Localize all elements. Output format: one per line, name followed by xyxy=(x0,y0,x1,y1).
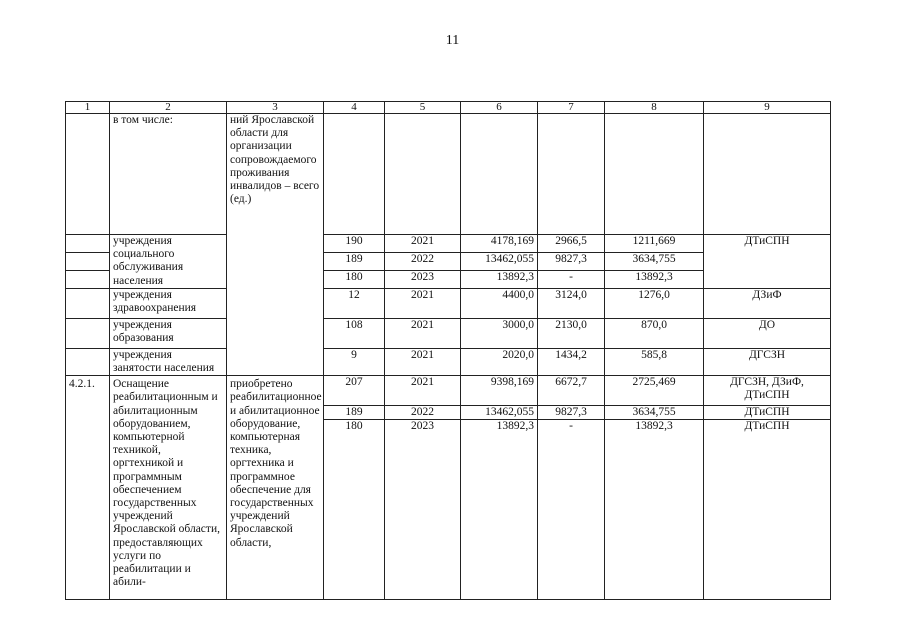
subgroup-label: учреждения образования xyxy=(110,318,227,348)
subgroup-label: учреждения социального обслуживания населения xyxy=(110,235,227,289)
col-header: 9 xyxy=(704,102,831,114)
table-cell: 1434,2 xyxy=(538,348,605,375)
table-cell: 13892,3 xyxy=(461,420,538,600)
table-cell: 3000,0 xyxy=(461,318,538,348)
table-cell: 207 xyxy=(324,376,385,406)
table-cell: 9827,3 xyxy=(538,252,605,270)
table-cell: 2725,469 xyxy=(605,376,704,406)
table-cell: 2023 xyxy=(385,420,461,600)
table-cell: 189 xyxy=(324,252,385,270)
item-indicator: приобретено реабилитационное и абилитационное оборудование, компьютерная техника, оргтехника и программное обеспечение для государственных учреждений Ярославской области, xyxy=(227,376,324,600)
table-cell: 2021 xyxy=(385,288,461,318)
table-cell: 13892,3 xyxy=(605,270,704,288)
table-cell: 9827,3 xyxy=(538,406,605,420)
table-cell: 2021 xyxy=(385,235,461,253)
table-cell: 9398,169 xyxy=(461,376,538,406)
table-cell: 3634,755 xyxy=(605,252,704,270)
indicator-cell: ний Ярославской области для организации сопровождаемого проживания инвалидов – всего (ед.) xyxy=(227,114,324,376)
table-cell: 2023 xyxy=(385,270,461,288)
table-cell: 2022 xyxy=(385,252,461,270)
table-cell: 585,8 xyxy=(605,348,704,375)
table-cell: 870,0 xyxy=(605,318,704,348)
executor-cell: ДГСЗН, ДЗиФ, ДТиСПН xyxy=(704,376,831,406)
item-number: 4.2.1. xyxy=(66,376,110,600)
header-row xyxy=(66,102,831,114)
col-header: 5 xyxy=(385,102,461,114)
table-cell: 2966,5 xyxy=(538,235,605,253)
table-cell: 1276,0 xyxy=(605,288,704,318)
table-cell: - xyxy=(538,270,605,288)
table-cell: 4400,0 xyxy=(461,288,538,318)
table-cell: 6672,7 xyxy=(538,376,605,406)
table-cell: 1211,669 xyxy=(605,235,704,253)
table-cell: 2021 xyxy=(385,348,461,375)
including-label: в том числе: xyxy=(110,114,227,235)
subgroup-label: учреждения занятости населения xyxy=(110,348,227,375)
table-row xyxy=(66,114,831,235)
table-cell: 180 xyxy=(324,270,385,288)
col-header: 4 xyxy=(324,102,385,114)
col-header: 1 xyxy=(66,102,110,114)
subgroup-label: учреждения здравоохранения xyxy=(110,288,227,318)
item-name: Оснащение реабилитационным и абилитационным оборудованием, компьютерной техникой, оргтехникой и программным обеспечением государственных учреждений Ярославской области, предоставляющих услуги по реабилитации и абили- xyxy=(110,376,227,600)
col-header: 6 xyxy=(461,102,538,114)
table-cell: 2021 xyxy=(385,318,461,348)
executor-cell: ДТиСПН xyxy=(704,420,831,600)
executor-cell: ДО xyxy=(704,318,831,348)
table-cell: 190 xyxy=(324,235,385,253)
table-cell: 180 xyxy=(324,420,385,600)
page-number: 11 xyxy=(445,33,460,48)
table-row xyxy=(66,288,831,318)
table-cell: 108 xyxy=(324,318,385,348)
executor-cell: ДГСЗН xyxy=(704,348,831,375)
table-row xyxy=(66,235,831,253)
table-cell: 4178,169 xyxy=(461,235,538,253)
table-cell: - xyxy=(538,420,605,600)
table-cell: 13462,055 xyxy=(461,406,538,420)
col-header: 8 xyxy=(605,102,704,114)
table-cell: 13462,055 xyxy=(461,252,538,270)
table-cell: 189 xyxy=(324,406,385,420)
table-cell: 2130,0 xyxy=(538,318,605,348)
table-row xyxy=(66,348,831,375)
executor-cell: ДЗиФ xyxy=(704,288,831,318)
table-cell: 2020,0 xyxy=(461,348,538,375)
table-cell: 13892,3 xyxy=(605,420,704,600)
executor-cell: ДТиСПН xyxy=(704,235,831,289)
table-cell: 9 xyxy=(324,348,385,375)
table-cell: 13892,3 xyxy=(461,270,538,288)
table-cell: 3124,0 xyxy=(538,288,605,318)
table-row xyxy=(66,318,831,348)
table-cell: 2022 xyxy=(385,406,461,420)
table-cell: 2021 xyxy=(385,376,461,406)
program-table xyxy=(65,101,831,600)
table-cell: 12 xyxy=(324,288,385,318)
col-header: 2 xyxy=(110,102,227,114)
table-cell: 3634,755 xyxy=(605,406,704,420)
table-row xyxy=(66,376,831,406)
col-header: 3 xyxy=(227,102,324,114)
col-header: 7 xyxy=(538,102,605,114)
executor-cell: ДТиСПН xyxy=(704,406,831,420)
